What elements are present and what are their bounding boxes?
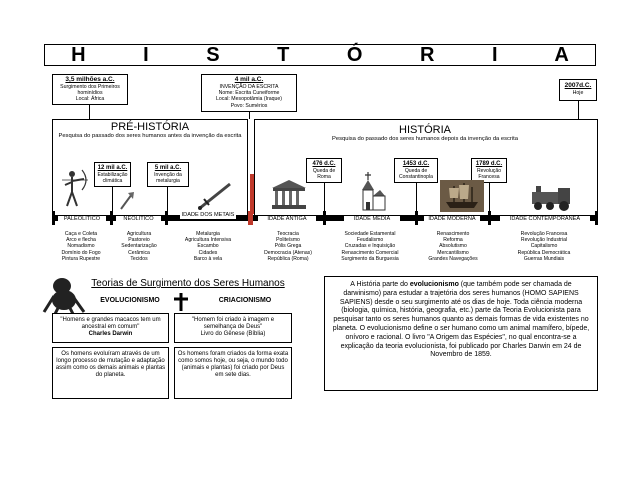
list-item: Capitalismo <box>530 243 558 250</box>
cre-quote: "Homem foi criado à imagem e semelhança de Deus" <box>191 317 275 330</box>
list-item: República (Roma) <box>267 255 309 262</box>
milestone-box <box>147 162 189 187</box>
list-item: Teocracia <box>277 231 299 237</box>
period-items <box>326 231 414 262</box>
list-item: Agricultura Intensiva <box>184 237 232 244</box>
list-item: Guerras Mundiais <box>523 255 565 262</box>
cre-quote-box <box>174 313 292 343</box>
milestone-date: 476 d.C. <box>312 161 336 167</box>
milestone-connector <box>112 187 113 211</box>
list-item: Mercantilismo <box>437 249 469 256</box>
period-label: PALEOLÍTICO <box>58 216 106 223</box>
milestone-box <box>394 158 438 183</box>
train-icon <box>528 184 576 212</box>
cre-author: Livro do Gênese (Bíblia) <box>200 331 266 337</box>
paragraph-post: (que também pode ser chamada de darwinismo) para estudar a trajetória dos seres humanos (HOMO SAPIENS SAPIENS) desde o seu surgimento até os dias de hoje. Toda ciência moderna (biologia, química, história, geografia, etc.) parte da Teoria Evolucionista para pesquisar tanto os seres humanos quanto as demais formas de vida existentes no planeta. O evolucionismo define o ser humano como um animal mamífero, bípede, onívoro e racional. O livro "A Origem das Espécies", no qual encontra-se a explicação da teoria evolucionista, foi publicado por Charles Darwin em 24 de Novembro de 1859. <box>332 281 590 359</box>
milestone-line: Invenção da <box>154 172 182 178</box>
list-item: Absolutismo <box>439 243 467 250</box>
list-item: Pólis Grega <box>274 243 302 250</box>
list-item: Cidades <box>198 249 218 256</box>
period-items <box>112 231 166 262</box>
list-item: Revolução Francesa <box>520 231 568 237</box>
evo-author: Charles Darwin <box>88 331 133 337</box>
paragraph-pre: A História parte do <box>350 281 410 288</box>
milestone-connector <box>324 183 325 211</box>
milestone-line: Francesa <box>478 174 500 181</box>
writing-line: Povo: Sumérios <box>230 102 268 109</box>
origin-line: Surgimento dos Primeiros <box>60 84 120 90</box>
list-item: República Democrática <box>517 249 571 256</box>
list-item: Tecidos <box>130 255 148 262</box>
milestone-box <box>94 162 131 187</box>
prehistory-header <box>56 121 244 140</box>
milestone-date: 1789 d.C. <box>475 161 503 167</box>
milestone-connector <box>167 187 168 211</box>
list-item: Metalurgia <box>196 231 220 237</box>
milestone-date: 12 mil a.C. <box>97 165 128 171</box>
prehistory-desc: Pesquisa do passado dos seres humanos antes da invenção da escrita <box>58 133 242 139</box>
list-item: Renascimento Comercial <box>341 249 399 256</box>
list-item: Sedentarização <box>121 243 157 250</box>
milestone-line: metalurgia <box>156 178 180 185</box>
list-item: Agricultura <box>126 231 152 237</box>
writing-line: INVENÇÃO DA ESCRITA <box>219 84 279 90</box>
list-item: Grandes Navegações <box>428 255 478 262</box>
list-item: Domínio do Fogo <box>61 249 101 256</box>
milestone-line: Estabilização <box>97 172 128 178</box>
milestone-line: climática <box>102 178 123 185</box>
list-item: Barco à vela <box>193 255 223 262</box>
ape-icon <box>40 272 90 316</box>
list-item: Democracia (Atenas) <box>264 249 312 256</box>
list-item: Escambo <box>197 243 219 250</box>
origin-line: hominídios <box>77 90 103 97</box>
timeline-tick <box>248 211 253 225</box>
list-item: Cerâmica <box>128 249 150 256</box>
history-desc: Pesquisa do passado dos seres humanos depois da invenção da escrita <box>332 136 518 142</box>
milestone-box <box>306 158 342 183</box>
milestone-line: Constantinopla <box>399 174 433 181</box>
period-label: IDADE MODERNA <box>424 216 480 223</box>
red-divider <box>250 174 254 214</box>
period-items <box>492 231 596 262</box>
axe-icon <box>118 190 136 212</box>
cre-text-box <box>174 347 292 399</box>
timeline-tick <box>415 211 418 225</box>
timeline-tick <box>165 211 168 225</box>
church-icon <box>354 170 386 212</box>
timeline-tick <box>110 211 113 225</box>
cre-text: Os homens foram criados da forma exata como somos hoje, ou seja, o mundo todo (animais e plantas) foi criado por Deus em sete dias. <box>177 351 289 378</box>
evo-quote: "Homens e grandes macacos tem um ancestral em comum" <box>60 317 161 330</box>
milestone-connector <box>416 183 417 211</box>
prehistory-title: PRÉ-HISTÓRIA <box>110 121 190 133</box>
sword-icon <box>196 180 236 212</box>
list-item: Pintura Rupestre <box>61 255 101 262</box>
archer-icon <box>60 168 90 210</box>
today-date: 2007d.C. <box>564 82 592 89</box>
period-items <box>418 231 488 262</box>
list-item: Arco e flecha <box>66 237 96 244</box>
temple-icon <box>270 178 308 210</box>
timeline-tick <box>52 211 55 225</box>
origin-connector <box>89 105 90 119</box>
list-item: Surgimento da Burguesia <box>341 255 399 262</box>
today-connector <box>578 101 579 119</box>
evo-label: EVOLUCIONISMO <box>100 297 160 304</box>
list-item: Cruzadas e Inquisição <box>344 243 396 250</box>
timeline-tick <box>323 211 326 225</box>
evo-text: Os homens evoluíram através de um longo processo de mutação e adaptação assim como os demais animais e plantas do planeta. <box>55 351 166 378</box>
period-label: NEOLÍTICO <box>116 216 161 223</box>
milestone-line: Queda de <box>404 168 428 174</box>
milestone-date: 1453 d.C. <box>402 161 430 167</box>
origin-date: 3,5 milhões a.C. <box>65 76 115 83</box>
evo-quote-box <box>52 313 169 343</box>
today-box <box>559 79 597 101</box>
list-item: Caça e Coleta <box>64 231 98 237</box>
writing-connector <box>249 112 250 119</box>
period-label: IDADE ANTIGA <box>258 216 316 223</box>
period-items <box>52 231 110 262</box>
writing-line: Nome: Escrita Cuneiforme <box>218 90 280 97</box>
theories-title: Teorias de Surgimento dos Seres Humanos <box>91 278 285 289</box>
milestone-line: Queda de <box>312 168 336 174</box>
list-item: Renascimento <box>436 231 470 237</box>
period-label: IDADE MÉDIA <box>344 216 400 223</box>
history-header <box>300 124 550 143</box>
milestone-connector <box>489 183 490 211</box>
period-label: IDADE CONTEMPORÂNEA <box>500 216 590 223</box>
list-item: Revolução Industrial <box>520 237 568 244</box>
period-items <box>254 231 322 262</box>
evolution-paragraph-box <box>324 276 598 391</box>
timeline-tick <box>595 211 598 225</box>
list-item: Feudalismo <box>356 237 384 244</box>
origin-line: Local: África <box>75 96 105 103</box>
list-item: Nomadismo <box>67 243 95 250</box>
ship-icon <box>440 180 484 212</box>
milestone-line: Revolução <box>476 168 502 174</box>
main-title: H I S T Ó R I A <box>71 43 595 66</box>
cross-icon <box>172 292 190 312</box>
origin-box <box>52 74 128 105</box>
writing-line: Local: Mesopotâmia (Iraque) <box>215 96 283 103</box>
list-item: Pastoreio <box>128 237 150 244</box>
timeline-tick <box>488 211 491 225</box>
list-item: Politeísmo <box>276 237 300 244</box>
period-items <box>168 231 248 262</box>
paragraph-bold: evolucionismo <box>409 281 459 288</box>
today-line: Hoje <box>572 90 584 96</box>
list-item: Reforma <box>443 237 463 244</box>
writing-date: 4 mil a.C. <box>234 76 264 83</box>
main-title-box <box>44 44 596 66</box>
writing-box <box>201 74 297 112</box>
evo-text-box <box>52 347 169 399</box>
history-title: HISTÓRIA <box>399 124 451 136</box>
list-item: Sociedade Estamental <box>344 231 396 237</box>
milestone-date: 5 mil a.C. <box>154 165 182 171</box>
milestone-line: Roma <box>317 174 331 181</box>
cre-label: CRIACIONISMO <box>218 297 272 304</box>
period-label: IDADE DOS METAIS <box>181 212 235 218</box>
